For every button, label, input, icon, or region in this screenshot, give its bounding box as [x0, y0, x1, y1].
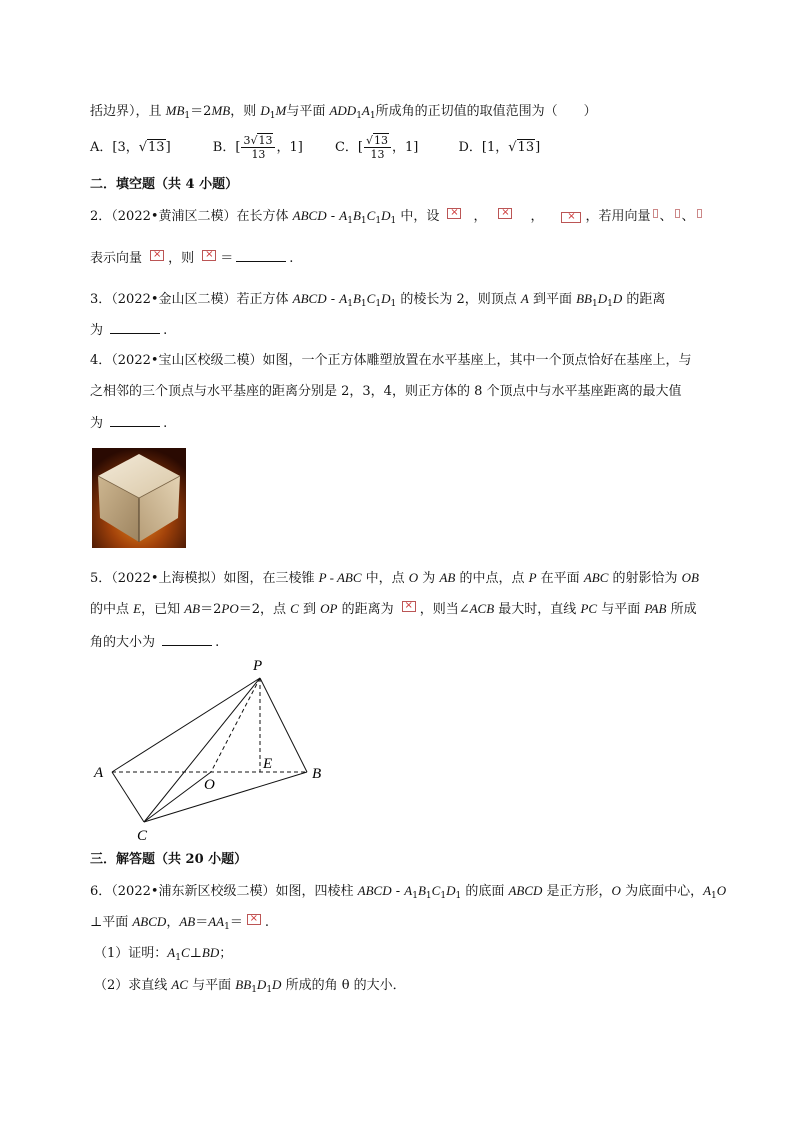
subscript: 1 — [251, 985, 257, 995]
math: C — [366, 291, 376, 306]
math: C — [180, 945, 190, 960]
text: 为 — [90, 416, 108, 431]
text: 所成角的正切值的取值范围为（ ） — [375, 104, 597, 119]
math: AB — [439, 570, 456, 585]
bracket: ] — [535, 140, 541, 155]
text: 6．（2022•浦东新区校级二模）如图，四棱柱 — [90, 884, 358, 899]
subscript: 1 — [455, 891, 462, 901]
math: D — [272, 977, 282, 992]
q5-line2 — [90, 600, 697, 619]
text: 的距离 — [622, 292, 666, 307]
subscript: 1 — [175, 953, 181, 963]
option-a-label: A．[3， — [90, 140, 139, 155]
subscript: 1 — [369, 111, 376, 121]
option-b-label: B．[ — [212, 140, 241, 155]
math: D — [256, 977, 267, 992]
option-d-label: D．[1， — [458, 140, 509, 155]
broken-image-icon — [675, 209, 680, 218]
math: ABCD — [132, 914, 167, 929]
math: AA — [208, 914, 225, 929]
label-c: C — [137, 828, 148, 844]
math: BB — [576, 291, 592, 306]
q6-line1 — [90, 882, 726, 905]
answer-blank[interactable] — [110, 414, 160, 427]
text: . — [264, 915, 270, 930]
text: - — [326, 209, 340, 224]
math: D — [612, 291, 623, 306]
math: D — [597, 291, 608, 306]
option-c — [335, 134, 418, 161]
text: 、 — [659, 209, 673, 224]
sqrt: √13 — [138, 140, 165, 155]
text: 的棱长为 2，则顶点 — [396, 292, 521, 307]
math: PO — [221, 601, 239, 616]
text: 到 — [298, 602, 321, 617]
edge-bc — [144, 772, 307, 822]
subscript: 1 — [390, 299, 397, 309]
math: MB — [211, 103, 231, 118]
text: 所成的角 θ 的大小． — [281, 978, 406, 993]
math: B — [417, 883, 426, 898]
edge-ac — [112, 772, 144, 822]
broken-image-icon — [447, 208, 461, 219]
text: ＝2 — [190, 104, 212, 119]
q4-line1: 4．（2022•宝山区校级二模）如图，一个正方体雕塑放置在水平基座上，其中一个顶点恰好在基座上，与 — [90, 353, 692, 368]
label-o: O — [204, 777, 215, 793]
q1-options — [90, 134, 540, 161]
broken-image-icon — [150, 250, 164, 261]
cube-sculpture-photo — [92, 448, 186, 548]
text: . — [163, 323, 168, 338]
math: B — [352, 208, 361, 223]
text: 最大时，直线 — [494, 602, 581, 617]
text: ⊥ — [189, 946, 202, 961]
math: PC — [580, 601, 598, 616]
subscript: 1 — [224, 922, 230, 932]
subscript: 1 — [425, 891, 432, 901]
text: （2）求直线 — [94, 978, 172, 993]
label-b: B — [312, 766, 322, 782]
math: D — [446, 883, 456, 898]
subscript: 1 — [607, 299, 613, 309]
math: AB — [179, 914, 196, 929]
segment-po-dashed — [211, 678, 260, 772]
text: ，则 — [230, 104, 261, 119]
option-d — [458, 135, 540, 161]
subscript: 1 — [375, 216, 382, 226]
text: 的底面 — [461, 884, 509, 899]
text: ， — [530, 209, 544, 224]
subscript: 1 — [390, 216, 397, 226]
q4-line2: 之相邻的三个顶点与水平基座的距离分别是 2，3，4，则正方体的 8 个顶点中与水平基座距离的最大值 — [90, 384, 682, 399]
text: ＝ — [195, 915, 209, 930]
text: ⊥平面 — [90, 915, 133, 930]
subscript: 1 — [360, 299, 367, 309]
radicand: 13 — [373, 134, 388, 147]
text: 与平面 — [597, 602, 645, 617]
math: MB — [165, 103, 185, 118]
math: ABC — [583, 570, 609, 585]
fraction: $\frac{√13}{13}$ — [364, 134, 391, 161]
subscript: 1 — [375, 299, 382, 309]
edge-pa — [112, 678, 260, 772]
text: 与平面 — [188, 978, 236, 993]
answer-blank[interactable] — [162, 633, 212, 646]
math: A — [361, 103, 370, 118]
text: 3．（2022•金山区二模）若正方体 — [90, 292, 293, 307]
math: B — [352, 291, 361, 306]
section-2-title: 二．填空题（共 4 小题） — [90, 177, 239, 192]
text: ， — [166, 915, 180, 930]
text: 的中点，点 — [455, 571, 529, 586]
broken-image-icon — [202, 250, 216, 261]
subscript: 1 — [412, 891, 418, 901]
text: 到平面 — [528, 292, 577, 307]
text: ，则当∠ — [419, 602, 470, 617]
q6-part1 — [94, 944, 232, 967]
broken-image-icon — [247, 914, 261, 925]
text: ＝2 — [200, 602, 222, 617]
tetrahedron-figure — [84, 650, 344, 850]
math: AC — [171, 977, 189, 992]
text: 与平面 — [286, 104, 330, 119]
bracket: ，1] — [276, 140, 303, 155]
q2-line2 — [90, 249, 293, 268]
q6-part2 — [94, 976, 406, 999]
radicand: 13 — [258, 134, 273, 147]
math: ADD — [329, 103, 357, 118]
text: . — [163, 416, 168, 431]
subscript: 1 — [356, 111, 362, 121]
subscript: 1 — [347, 299, 353, 309]
q1-line1 — [90, 102, 597, 125]
bracket: ] — [165, 140, 171, 155]
label-p: P — [253, 658, 263, 674]
broken-image-icon — [402, 601, 416, 612]
text: 角的大小为 — [90, 635, 160, 650]
text: 为底面中心， — [620, 884, 704, 899]
subscript: 1 — [266, 985, 273, 995]
q6-line2 — [90, 913, 269, 936]
math: BB — [235, 977, 252, 992]
text: ＝ — [220, 251, 234, 266]
subscript: 1 — [347, 216, 353, 226]
math: O — [716, 883, 727, 898]
subscript: 1 — [440, 891, 447, 901]
text: ； — [219, 946, 233, 961]
text: （1）证明： — [94, 946, 168, 961]
segment-oc — [144, 772, 211, 822]
radicand: 13 — [148, 140, 165, 155]
answer-blank[interactable] — [236, 249, 286, 262]
broken-image-icon — [561, 212, 581, 223]
subscript: 1 — [269, 111, 276, 121]
math: P — [528, 570, 537, 585]
coef: 3 — [243, 134, 251, 147]
math: AB — [184, 601, 201, 616]
option-c-label: C．[ — [334, 140, 363, 155]
broken-image-icon — [697, 209, 702, 218]
radicand: 13 — [517, 140, 535, 155]
math: D — [381, 208, 391, 223]
text: ，若用向量 — [585, 209, 651, 224]
text: 的中点 — [90, 602, 134, 617]
q3-line1 — [90, 290, 665, 313]
denominator: 13 — [370, 148, 385, 161]
math: BD — [201, 945, 220, 960]
text: ，则 — [168, 251, 199, 266]
subscript: 1 — [711, 891, 717, 901]
math: M — [275, 103, 287, 118]
math: D — [260, 103, 270, 118]
math: A — [703, 883, 712, 898]
bracket: ，1] — [391, 140, 419, 155]
sqrt: √13 — [508, 140, 535, 155]
text: 是正方形， — [542, 884, 612, 899]
answer-blank[interactable] — [110, 321, 160, 334]
q2-line1 — [90, 207, 704, 230]
option-a — [90, 135, 171, 161]
text: ＝2，点 — [238, 602, 291, 617]
text: 2．（2022•黄浦区二模）在长方体 — [90, 209, 293, 224]
text: 中，点 — [361, 571, 409, 586]
math: OB — [681, 570, 699, 585]
edge-pc — [144, 678, 260, 822]
math: C — [366, 208, 376, 223]
math: C — [431, 883, 441, 898]
text: 为 — [90, 323, 108, 338]
text: 5．（2022•上海模拟）如图，在三棱锥 — [90, 571, 319, 586]
q5-line1 — [90, 569, 699, 588]
subscript: 1 — [360, 216, 367, 226]
text: ， — [473, 209, 487, 224]
q4-line3 — [90, 414, 167, 433]
math: A — [339, 291, 348, 306]
label-a: A — [94, 765, 104, 781]
subscript: 1 — [591, 299, 598, 309]
math: ABCD — [292, 208, 327, 223]
math: C — [290, 601, 299, 616]
math: O — [408, 570, 419, 585]
math: ABCD — [292, 291, 327, 306]
math: OP — [320, 601, 338, 616]
denominator: 13 — [251, 148, 266, 161]
math: ACB — [469, 601, 495, 616]
math: P - ABC — [318, 570, 362, 585]
math: A — [520, 291, 529, 306]
math: A — [404, 883, 413, 898]
math: ABCD — [357, 883, 392, 898]
text: ，已知 — [141, 602, 185, 617]
text: 括边界），且 — [90, 104, 166, 119]
text: 、 — [681, 209, 695, 224]
math: PAB — [644, 601, 667, 616]
subscript: 1 — [184, 111, 191, 121]
text: 的距离为 — [337, 602, 398, 617]
text: - — [391, 884, 405, 899]
q3-line2 — [90, 321, 167, 340]
text: 中，设 — [396, 209, 444, 224]
text: 的射影恰为 — [608, 571, 682, 586]
broken-image-icon — [653, 209, 658, 218]
text: 在平面 — [536, 571, 584, 586]
text: 所成 — [666, 602, 697, 617]
text: ＝ — [229, 915, 243, 930]
text: . — [215, 635, 220, 650]
text: 为 — [418, 571, 440, 586]
math: ABCD — [508, 883, 543, 898]
fraction: $\frac{3√13}{13}$ — [241, 134, 275, 161]
text: - — [326, 292, 340, 307]
math: D — [381, 291, 391, 306]
option-b — [213, 134, 303, 161]
label-e: E — [263, 756, 273, 772]
math: E — [133, 601, 142, 616]
text: . — [289, 251, 294, 266]
broken-image-icon — [498, 208, 512, 219]
math: A — [339, 208, 348, 223]
section-3-title: 三．解答题（共 20 小题） — [90, 852, 248, 867]
math: A — [167, 945, 176, 960]
math: O — [611, 883, 621, 898]
text: 表示向量 — [90, 251, 147, 266]
